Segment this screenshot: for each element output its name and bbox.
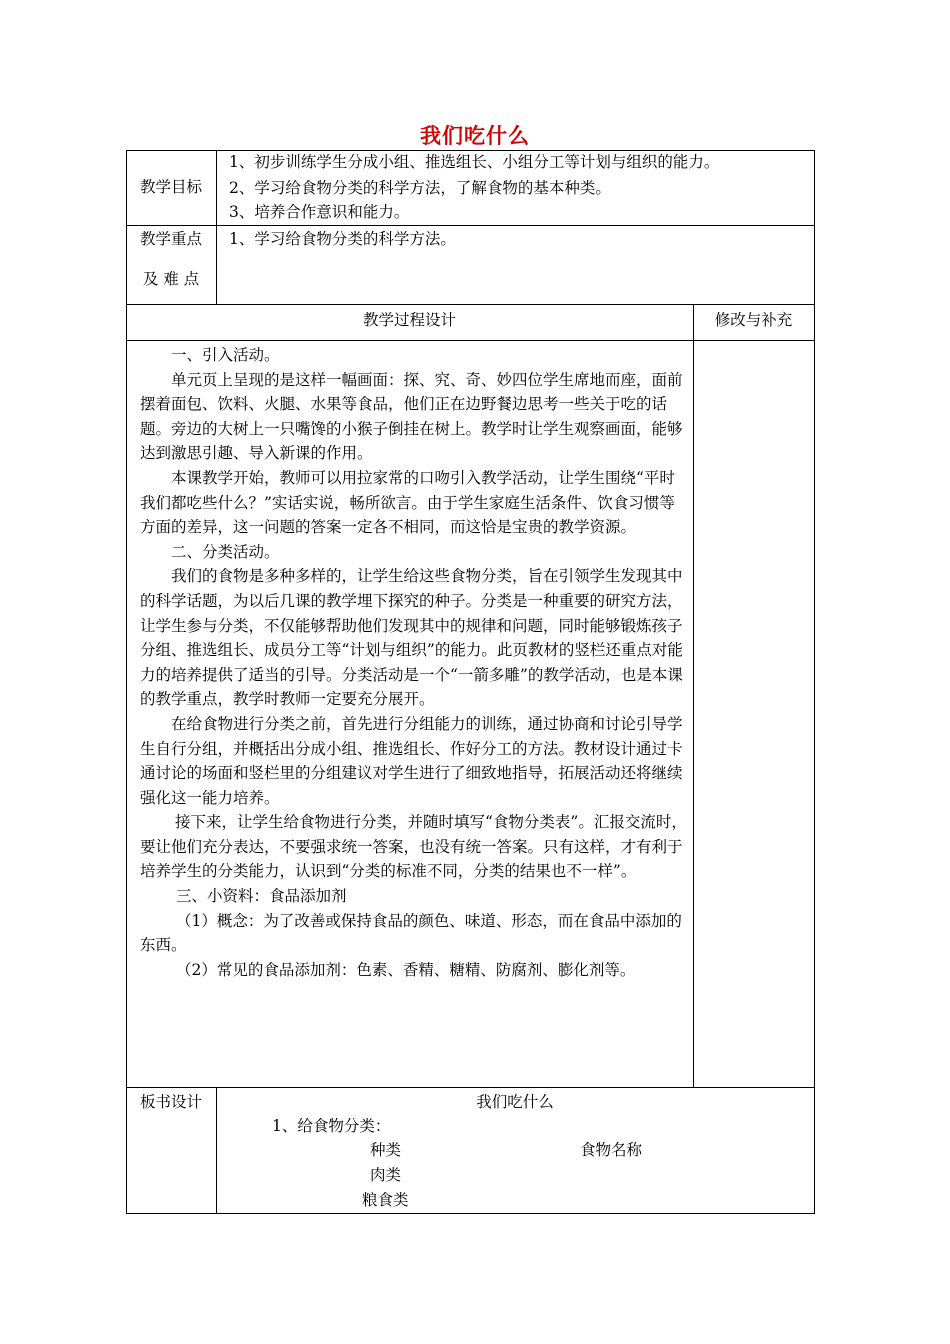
column-divider <box>216 150 217 304</box>
objective-item: 1、初步训练学生分成小组、推选组长、小组分工等计划与组织的能力。 <box>229 153 720 171</box>
board-label: 板书设计 <box>139 1093 202 1111</box>
board-row: 粮食类 <box>362 1191 409 1209</box>
paragraph: （2）常见的食品添加剂：色素、香精、糖精、防腐剂、膨化剂等。 <box>176 960 636 979</box>
board-item: 1、给食物分类： <box>272 1117 391 1135</box>
row-divider <box>126 225 815 226</box>
key-points-label: 教学重点 <box>139 230 202 248</box>
objective-item: 3、培养合作意识和能力。 <box>229 203 410 221</box>
document-title: 我们吃什么 <box>420 124 530 148</box>
section-heading: 三、小资料：食品添加剂 <box>176 887 347 906</box>
paragraph: 单元页上呈现的是这样一幅画面：探、究、奇、妙四位学生席地而座，面前摆着面包、饮料、火腿、水果等食品，他们正在边野餐边思考一些关于吃的话题。旁边的大树上一只嘴馋的小猴子倒挂在树上。教学时让学生观察画面，能够达到激思引趣、导入新课的作用。 <box>140 370 683 463</box>
revision-header: 修改与补充 <box>714 311 793 329</box>
paragraph: 在给食物进行分类之前，首先进行分组能力的训练，通过协商和讨论引导学生自行分组，并概括出分成小组、推选组长、作好分工的方法。教材设计通过卡通讨论的场面和竖栏里的分组建议对学生进行了细致地指导，拓展活动还将继续强化这一能力培养。 <box>140 714 683 807</box>
board-column-food-name: 食物名称 <box>580 1141 643 1159</box>
board-row: 肉类 <box>370 1166 402 1184</box>
row-divider <box>126 304 815 305</box>
row-divider <box>126 1087 815 1088</box>
paragraph: 我们的食物是多种多样的，让学生给这些食物分类，旨在引领学生发现其中的科学话题，为以后几课的教学埋下探究的种子。分类是一种重要的研究方法，让学生参与分类，不仅能够帮助他们发现其中的规律和问题，同时能够锻炼孩子分组、推选组长、成员分工等“计划与组织”的能力。此页教材的竖栏还重点对能力的培养提供了适当的引导。分类活动是一个“一箭多雕”的教学活动，也是本课的教学重点，教学时教师一定要充分展开。 <box>140 567 683 709</box>
paragraph: （1）概念：为了改善或保持食品的颜色、味道、形态，而在食品中添加的东西。 <box>140 911 682 955</box>
column-divider <box>693 304 694 1087</box>
section-heading: 一、引入活动。 <box>171 346 280 364</box>
key-points-label-2: 及 难 点 <box>142 270 200 288</box>
table-border-right <box>814 150 815 1213</box>
row-divider <box>126 340 815 341</box>
key-point-item: 1、学习给食物分类的科学方法。 <box>229 230 456 248</box>
objective-item: 2、学习给食物分类的科学方法，了解食物的基本种类。 <box>229 179 611 197</box>
section-heading: 二、分类活动。 <box>171 542 280 561</box>
table-border-bottom <box>126 1213 815 1214</box>
process-header: 教学过程设计 <box>362 311 456 329</box>
paragraph: 本课教学开始，教师可以用拉家常的口吻引入教学活动，让学生围绕“平时我们都吃些什么？”实话实说，畅所欲言。由于学生家庭生活条件、饮食习惯等方面的差异，这一问题的答案一定各不相同，而这恰是宝贵的教学资源。 <box>140 468 675 537</box>
objectives-label: 教学目标 <box>139 178 202 196</box>
board-title: 我们吃什么 <box>476 1093 554 1111</box>
board-column-kind: 种类 <box>370 1141 402 1159</box>
paragraph: 接下来，让学生给食物进行分类，并随时填写“食物分类表”。汇报交流时，要让他们充分表达，不要强求统一答案，也没有统一答案。只有这样，才有利于培养学生的分类能力，认识到“分类的标准不同，分类的结果也不一样”。 <box>140 813 687 881</box>
process-content <box>140 343 688 982</box>
